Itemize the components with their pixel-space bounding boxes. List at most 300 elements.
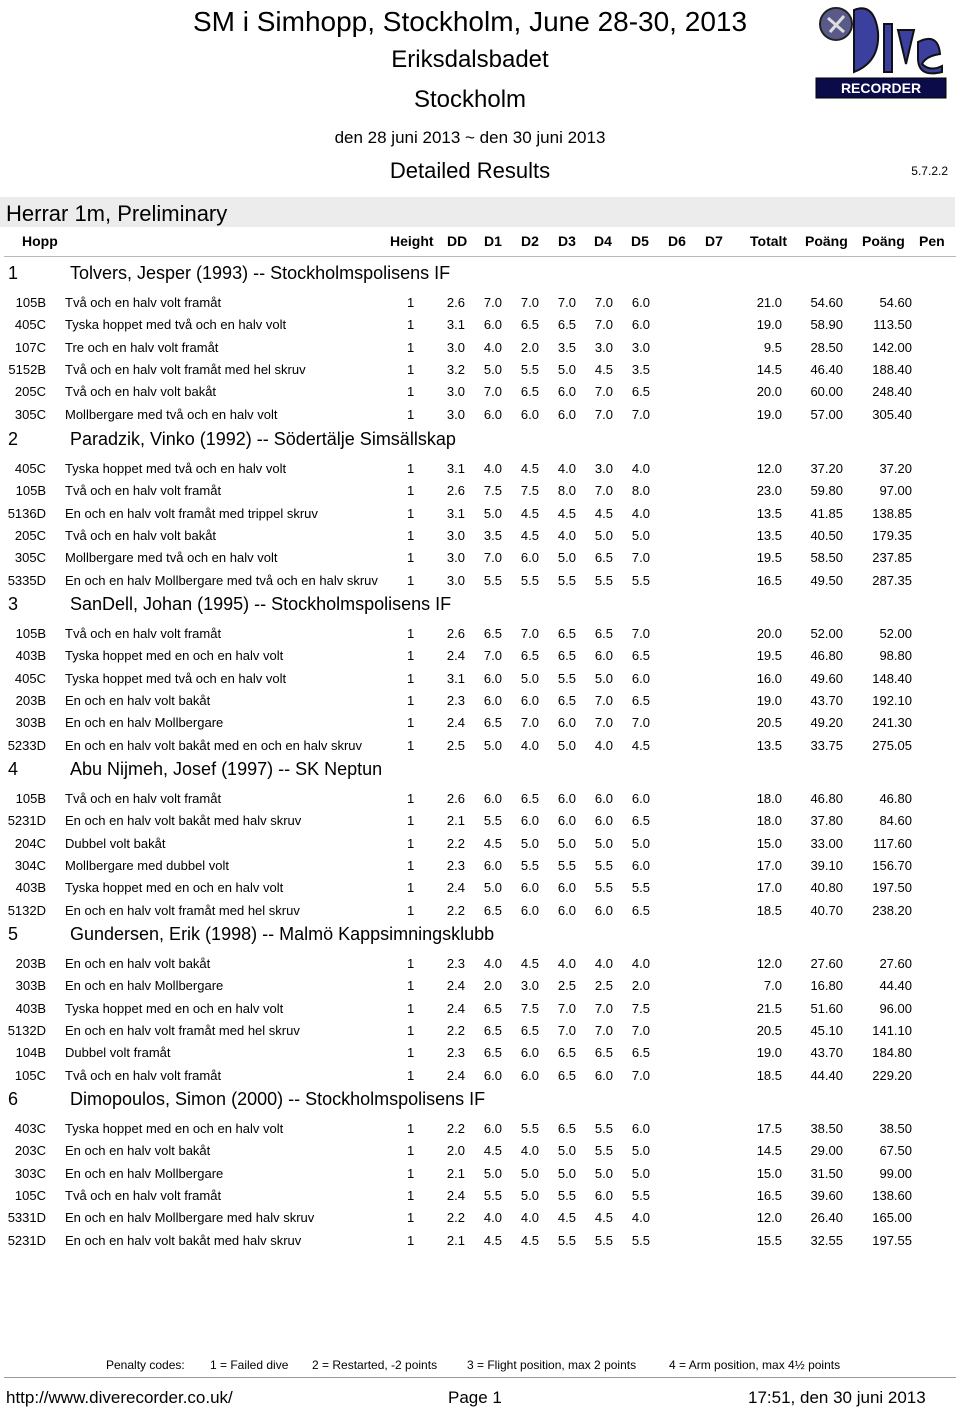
dive-height: 1 <box>407 550 415 565</box>
judge-score-1: 4.5 <box>483 836 502 851</box>
diver-name: SanDell, Johan (1995) -- Stockholmspolisens IF <box>70 594 452 614</box>
dive-total: 13.5 <box>756 528 782 543</box>
cumulative-points: 84.60 <box>879 813 912 828</box>
judge-score-1: 5.0 <box>483 362 502 377</box>
dive-code: 205C <box>14 384 46 399</box>
judge-score-5: 3.5 <box>631 362 650 377</box>
dive-dd: 2.2 <box>446 903 465 918</box>
judge-score-5: 6.5 <box>631 1045 650 1060</box>
cumulative-points: 38.50 <box>879 1121 912 1136</box>
cumulative-points: 287.35 <box>872 573 912 588</box>
judge-score-2: 6.5 <box>520 384 539 399</box>
judge-score-3: 5.0 <box>557 362 576 377</box>
cumulative-points: 142.00 <box>872 340 912 355</box>
judge-score-1: 6.5 <box>483 903 502 918</box>
dive-dd: 2.3 <box>446 858 465 873</box>
dive-description: Dubbel volt bakåt <box>65 836 166 851</box>
judge-score-4: 7.0 <box>594 715 613 730</box>
judge-score-5: 7.0 <box>631 1023 650 1038</box>
dive-points: 37.20 <box>810 461 843 476</box>
judge-score-3: 7.0 <box>557 1023 576 1038</box>
judge-score-5: 7.0 <box>631 407 650 422</box>
judge-score-2: 6.5 <box>520 648 539 663</box>
dive-points: 46.40 <box>810 362 843 377</box>
judge-score-1: 5.5 <box>483 1188 502 1203</box>
dive-points: 40.50 <box>810 528 843 543</box>
dive-dd: 3.0 <box>446 550 465 565</box>
dive-description: Tyska hoppet med en och en halv volt <box>65 880 284 895</box>
dive-points: 38.50 <box>810 1121 843 1136</box>
diver-rank: 1 <box>8 263 19 283</box>
judge-score-1: 6.0 <box>483 791 502 806</box>
judge-score-3: 6.0 <box>557 407 576 422</box>
dive-description: En och en halv Mollbergare <box>65 978 224 993</box>
cumulative-points: 188.40 <box>872 362 912 377</box>
dive-height: 1 <box>407 1121 415 1136</box>
dive-code: 5152B <box>8 362 46 377</box>
dive-total: 7.0 <box>763 978 782 993</box>
judge-score-1: 6.0 <box>483 693 502 708</box>
dive-height: 1 <box>407 506 415 521</box>
judge-score-1: 7.0 <box>483 648 502 663</box>
penalty-code-4: 4 = Arm position, max 4½ points <box>669 1358 841 1372</box>
dive-code: 303B <box>15 978 46 993</box>
judge-score-3: 4.5 <box>557 1210 576 1225</box>
cumulative-points: 179.35 <box>872 528 912 543</box>
judge-score-1: 4.5 <box>483 1143 502 1158</box>
dive-height: 1 <box>407 1045 415 1060</box>
cumulative-points: 192.10 <box>872 693 912 708</box>
judge-score-5: 6.5 <box>631 813 650 828</box>
judge-score-3: 4.0 <box>557 528 576 543</box>
dive-total: 15.0 <box>756 1166 782 1181</box>
dive-height: 1 <box>407 528 415 543</box>
cumulative-points: 237.85 <box>872 550 912 565</box>
col-height: Height <box>390 233 434 249</box>
dive-description: En och en halv Mollbergare <box>65 715 224 730</box>
dive-height: 1 <box>407 362 415 377</box>
judge-score-4: 6.5 <box>594 626 613 641</box>
judge-score-3: 5.5 <box>557 1233 576 1248</box>
diver-name: Dimopoulos, Simon (2000) -- Stockholmspolisens IF <box>70 1089 486 1109</box>
dive-code: 303C <box>14 1166 46 1181</box>
judge-score-2: 6.0 <box>520 903 539 918</box>
dive-description: Dubbel volt framåt <box>65 1045 171 1060</box>
judge-score-4: 6.0 <box>594 1068 613 1083</box>
judge-score-4: 5.0 <box>594 836 613 851</box>
judge-score-1: 6.5 <box>483 626 502 641</box>
dive-dd: 2.3 <box>446 693 465 708</box>
judge-score-3: 5.0 <box>557 1166 576 1181</box>
cumulative-points: 97.00 <box>879 483 912 498</box>
judge-score-3: 6.0 <box>557 813 576 828</box>
dive-code: 203B <box>15 956 46 971</box>
judge-score-2: 5.5 <box>520 858 539 873</box>
dive-description: En och en halv volt bakåt med halv skruv <box>65 813 302 828</box>
judge-score-2: 4.5 <box>520 528 539 543</box>
judge-score-5: 5.0 <box>631 528 650 543</box>
dive-dd: 2.4 <box>446 648 465 663</box>
dive-code: 5233D <box>7 738 46 753</box>
col-hopp: Hopp <box>22 233 58 249</box>
dive-code: 403C <box>14 1121 46 1136</box>
judge-score-2: 6.0 <box>520 1045 539 1060</box>
judge-score-3: 6.5 <box>557 648 576 663</box>
judge-score-1: 7.0 <box>483 550 502 565</box>
dive-height: 1 <box>407 384 415 399</box>
dive-height: 1 <box>407 317 415 332</box>
cumulative-points: 46.80 <box>879 791 912 806</box>
dive-height: 1 <box>407 715 415 730</box>
judge-score-3: 6.5 <box>557 693 576 708</box>
dive-total: 15.0 <box>756 836 782 851</box>
dive-code: 105B <box>15 791 46 806</box>
dive-description: Två och en halv volt framåt <box>65 483 222 498</box>
dive-code: 105B <box>15 483 46 498</box>
judge-score-1: 6.0 <box>483 1068 502 1083</box>
dive-height: 1 <box>407 483 415 498</box>
dive-dd: 2.4 <box>446 1068 465 1083</box>
dive-total: 20.5 <box>756 715 782 730</box>
dive-dd: 3.1 <box>446 506 465 521</box>
dive-description: Två och en halv volt framåt <box>65 295 222 310</box>
dive-height: 1 <box>407 791 415 806</box>
dive-height: 1 <box>407 738 415 753</box>
judge-score-1: 5.0 <box>483 880 502 895</box>
city-name: Stockholm <box>413 86 527 113</box>
judge-score-1: 6.5 <box>483 1045 502 1060</box>
judge-score-5: 6.0 <box>631 671 650 686</box>
dive-code: 204C <box>14 836 46 851</box>
judge-score-5: 5.5 <box>631 573 650 588</box>
penalty-code-2: 2 = Restarted, -2 points <box>312 1358 438 1372</box>
dive-code: 405C <box>14 317 46 332</box>
dive-height: 1 <box>407 626 415 641</box>
dive-dd: 2.3 <box>446 956 465 971</box>
footer-page: Page 1 <box>448 1388 502 1407</box>
dive-height: 1 <box>407 340 415 355</box>
dive-code: 5331D <box>7 1210 46 1225</box>
judge-score-2: 6.5 <box>520 791 539 806</box>
dive-description: Två och en halv volt framåt <box>65 1068 222 1083</box>
judge-score-3: 6.5 <box>557 317 576 332</box>
dive-total: 12.0 <box>756 1210 782 1225</box>
cumulative-points: 98.80 <box>879 648 912 663</box>
judge-score-1: 6.5 <box>483 715 502 730</box>
judge-score-4: 7.0 <box>594 384 613 399</box>
judge-score-4: 5.0 <box>594 528 613 543</box>
dive-height: 1 <box>407 407 415 422</box>
dive-dd: 3.0 <box>446 384 465 399</box>
cumulative-points: 241.30 <box>872 715 912 730</box>
diver-name: Tolvers, Jesper (1993) -- Stockholmspolisens IF <box>70 263 451 283</box>
judge-score-1: 2.0 <box>483 978 502 993</box>
dive-description: Två och en halv volt framåt <box>65 791 222 806</box>
diver-name: Gundersen, Erik (1998) -- Malmö Kappsimningsklubb <box>70 924 495 944</box>
dive-description: En och en halv volt bakåt <box>65 956 211 971</box>
dive-description: Två och en halv volt bakåt <box>65 528 217 543</box>
judge-score-3: 5.5 <box>557 573 576 588</box>
judge-score-4: 4.5 <box>594 506 613 521</box>
cumulative-points: 238.20 <box>872 903 912 918</box>
footer-url[interactable]: http://www.diverecorder.co.uk/ <box>6 1388 233 1407</box>
venue-name: Eriksdalsbadet <box>391 46 549 73</box>
dive-dd: 3.1 <box>446 461 465 476</box>
judge-score-2: 5.0 <box>520 1188 539 1203</box>
dive-points: 26.40 <box>810 1210 843 1225</box>
dive-code: 403B <box>15 648 46 663</box>
judge-score-3: 7.0 <box>557 1001 576 1016</box>
cumulative-points: 138.60 <box>872 1188 912 1203</box>
judge-score-2: 4.0 <box>520 1210 539 1225</box>
judge-score-3: 5.0 <box>557 836 576 851</box>
dive-dd: 3.1 <box>446 671 465 686</box>
dive-code: 403B <box>15 880 46 895</box>
dive-description: En och en halv Mollbergare med två och en halv skruv <box>65 573 378 588</box>
cumulative-points: 113.50 <box>873 317 912 332</box>
dive-points: 29.00 <box>810 1143 843 1158</box>
judge-score-5: 6.5 <box>631 693 650 708</box>
dive-height: 1 <box>407 1210 415 1225</box>
judge-score-4: 5.5 <box>594 573 613 588</box>
judge-score-2: 5.5 <box>520 1121 539 1136</box>
judge-score-4: 5.5 <box>594 1233 613 1248</box>
dive-code: 203B <box>15 693 46 708</box>
dive-recorder-logo <box>814 2 948 100</box>
dive-code: 107C <box>14 340 46 355</box>
dive-points: 59.80 <box>810 483 843 498</box>
diver-name: Abu Nijmeh, Josef (1997) -- SK Neptun <box>70 759 383 779</box>
dive-description: Tyska hoppet med en och en halv volt <box>65 1001 284 1016</box>
dive-description: Två och en halv volt bakåt <box>65 384 217 399</box>
judge-score-2: 3.0 <box>520 978 539 993</box>
dive-total: 9.5 <box>763 340 782 355</box>
dive-description: Tyska hoppet med en och en halv volt <box>65 1121 284 1136</box>
cumulative-points: 96.00 <box>879 1001 912 1016</box>
dive-total: 16.0 <box>756 671 782 686</box>
col-total: Totalt <box>750 233 788 249</box>
dive-total: 17.0 <box>756 880 782 895</box>
dive-height: 1 <box>407 1068 415 1083</box>
judge-score-5: 4.0 <box>631 506 650 521</box>
dive-total: 15.5 <box>756 1233 782 1248</box>
judge-score-5: 8.0 <box>631 483 650 498</box>
diver-rank: 3 <box>8 594 19 614</box>
penalty-code-3: 3 = Flight position, max 2 points <box>467 1358 637 1372</box>
judge-score-4: 2.5 <box>594 978 613 993</box>
cumulative-points: 117.60 <box>873 836 912 851</box>
dive-dd: 2.4 <box>446 715 465 730</box>
judge-score-4: 7.0 <box>594 407 613 422</box>
judge-score-1: 5.5 <box>483 573 502 588</box>
footer-timestamp: 17:51, den 30 juni 2013 <box>748 1388 926 1407</box>
judge-score-4: 5.5 <box>594 880 613 895</box>
dive-code: 5132D <box>7 903 46 918</box>
judge-score-1: 4.0 <box>483 956 502 971</box>
judge-score-2: 7.5 <box>520 1001 539 1016</box>
judge-score-3: 8.0 <box>557 483 576 498</box>
dive-height: 1 <box>407 671 415 686</box>
judge-score-1: 4.0 <box>483 1210 502 1225</box>
judge-score-5: 7.0 <box>631 626 650 641</box>
dive-code: 104B <box>15 1045 46 1060</box>
judge-score-2: 7.0 <box>520 295 539 310</box>
dive-points: 49.20 <box>810 715 843 730</box>
dive-points: 40.70 <box>810 903 843 918</box>
judge-score-1: 5.0 <box>483 738 502 753</box>
dive-total: 19.5 <box>756 550 782 565</box>
judge-score-3: 4.0 <box>557 461 576 476</box>
judge-score-3: 6.5 <box>557 626 576 641</box>
judge-score-2: 7.5 <box>520 483 539 498</box>
judge-score-4: 7.0 <box>594 317 613 332</box>
judge-score-5: 4.0 <box>631 1210 650 1225</box>
judge-score-5: 6.0 <box>631 791 650 806</box>
judge-score-4: 5.5 <box>594 1143 613 1158</box>
dive-dd: 3.0 <box>446 407 465 422</box>
dive-total: 18.5 <box>756 903 782 918</box>
judge-score-1: 5.5 <box>483 813 502 828</box>
dive-points: 28.50 <box>810 340 843 355</box>
judge-score-5: 6.0 <box>631 1121 650 1136</box>
dive-points: 16.80 <box>810 978 843 993</box>
dive-total: 13.5 <box>756 738 782 753</box>
dive-total: 19.5 <box>756 648 782 663</box>
dive-points: 40.80 <box>810 880 843 895</box>
dive-code: 105C <box>14 1068 46 1083</box>
dive-dd: 2.2 <box>446 836 465 851</box>
judge-score-5: 6.5 <box>631 648 650 663</box>
judge-score-2: 6.0 <box>520 1068 539 1083</box>
dive-height: 1 <box>407 1166 415 1181</box>
judge-score-2: 5.0 <box>520 671 539 686</box>
judge-score-3: 6.0 <box>557 880 576 895</box>
judge-score-4: 5.5 <box>594 1121 613 1136</box>
judge-score-3: 2.5 <box>557 978 576 993</box>
dive-total: 17.5 <box>756 1121 782 1136</box>
dive-description: En och en halv volt bakåt <box>65 1143 211 1158</box>
judge-score-2: 5.5 <box>520 573 539 588</box>
judge-score-2: 6.5 <box>520 317 539 332</box>
dive-description: Tre och en halv volt framåt <box>65 340 219 355</box>
judge-score-1: 4.5 <box>483 1233 502 1248</box>
judge-score-1: 6.0 <box>483 858 502 873</box>
dive-dd: 2.6 <box>446 791 465 806</box>
dive-total: 12.0 <box>756 461 782 476</box>
dive-dd: 2.6 <box>446 626 465 641</box>
dive-dd: 3.2 <box>446 362 465 377</box>
judge-score-5: 5.0 <box>631 1143 650 1158</box>
dive-points: 41.85 <box>810 506 843 521</box>
judge-score-2: 6.0 <box>520 407 539 422</box>
judge-score-3: 5.0 <box>557 738 576 753</box>
judge-score-2: 6.0 <box>520 813 539 828</box>
diver-rank: 2 <box>8 429 19 449</box>
dive-code: 105C <box>14 1188 46 1203</box>
cumulative-points: 184.80 <box>872 1045 912 1060</box>
judge-score-2: 4.5 <box>520 1233 539 1248</box>
dive-description: En och en halv volt bakåt med en och en halv skruv <box>65 738 363 753</box>
dive-points: 52.00 <box>810 626 843 641</box>
judge-score-5: 7.0 <box>631 715 650 730</box>
cumulative-points: 99.00 <box>879 1166 912 1181</box>
judge-score-4: 3.0 <box>594 461 613 476</box>
cumulative-points: 44.40 <box>879 978 912 993</box>
dive-total: 13.5 <box>756 506 782 521</box>
dive-points: 54.60 <box>810 295 843 310</box>
judge-score-2: 4.0 <box>520 1143 539 1158</box>
dive-description: En och en halv volt framåt med hel skruv <box>65 1023 300 1038</box>
col-d2: D2 <box>521 233 539 249</box>
dive-dd: 2.1 <box>446 1233 465 1248</box>
dive-total: 19.0 <box>756 407 782 422</box>
cumulative-points: 54.60 <box>879 295 912 310</box>
competition-dates: den 28 juni 2013 ~ den 30 juni 2013 <box>334 128 606 147</box>
header-divider <box>4 256 956 257</box>
dive-points: 39.10 <box>810 858 843 873</box>
dive-description: Två och en halv volt framåt <box>65 626 222 641</box>
cumulative-points: 141.10 <box>872 1023 912 1038</box>
dive-height: 1 <box>407 295 415 310</box>
judge-score-4: 4.0 <box>594 738 613 753</box>
dive-total: 12.0 <box>756 956 782 971</box>
dive-height: 1 <box>407 858 415 873</box>
dive-total: 20.0 <box>756 384 782 399</box>
judge-score-1: 7.0 <box>483 384 502 399</box>
judge-score-1: 5.0 <box>483 1166 502 1181</box>
cumulative-points: 67.50 <box>879 1143 912 1158</box>
judge-score-2: 2.0 <box>520 340 539 355</box>
col-pen: Pen <box>919 233 945 249</box>
judge-score-2: 7.0 <box>520 715 539 730</box>
judge-score-5: 6.5 <box>631 903 650 918</box>
dive-code: 5132D <box>7 1023 46 1038</box>
dive-points: 49.60 <box>810 671 843 686</box>
dive-total: 21.5 <box>756 1001 782 1016</box>
judge-score-4: 4.5 <box>594 1210 613 1225</box>
judge-score-4: 7.0 <box>594 483 613 498</box>
judge-score-1: 5.0 <box>483 506 502 521</box>
judge-score-4: 6.0 <box>594 1188 613 1203</box>
dive-description: Två och en halv volt framåt <box>65 1188 222 1203</box>
diver-rank: 5 <box>8 924 19 944</box>
judge-score-1: 4.0 <box>483 461 502 476</box>
dive-dd: 2.4 <box>446 1188 465 1203</box>
judge-score-3: 5.5 <box>557 671 576 686</box>
judge-score-4: 7.0 <box>594 1001 613 1016</box>
dive-dd: 2.5 <box>446 738 465 753</box>
dive-height: 1 <box>407 813 415 828</box>
dive-dd: 2.6 <box>446 483 465 498</box>
dive-total: 18.0 <box>756 813 782 828</box>
dive-dd: 2.4 <box>446 978 465 993</box>
judge-score-4: 6.0 <box>594 813 613 828</box>
dive-points: 51.60 <box>810 1001 843 1016</box>
penalty-label: Penalty codes: <box>106 1358 185 1372</box>
dive-description: En och en halv volt bakåt med halv skruv <box>65 1233 302 1248</box>
judge-score-2: 7.0 <box>520 626 539 641</box>
judge-score-3: 7.0 <box>557 295 576 310</box>
judge-score-3: 5.5 <box>557 1188 576 1203</box>
judge-score-3: 5.0 <box>557 550 576 565</box>
judge-score-5: 5.5 <box>631 1233 650 1248</box>
cumulative-points: 138.85 <box>872 506 912 521</box>
dive-code: 405C <box>14 671 46 686</box>
dive-height: 1 <box>407 1023 415 1038</box>
diver-rank: 4 <box>8 759 19 779</box>
dive-description: En och en halv volt framåt med trippel skruv <box>65 506 318 521</box>
dive-height: 1 <box>407 836 415 851</box>
